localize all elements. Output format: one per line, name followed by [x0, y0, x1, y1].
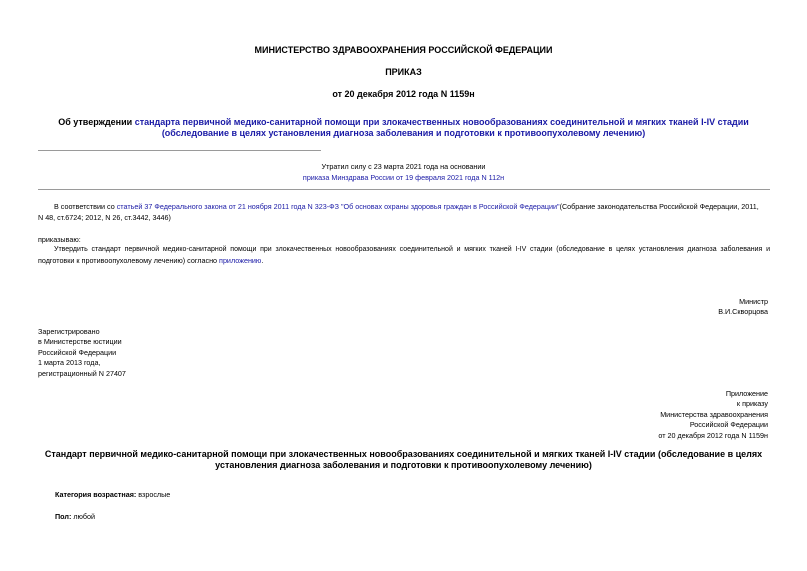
ministry-heading: МИНИСТЕРСТВО ЗДРАВООХРАНЕНИЯ РОССИЙСКОЙ ФЕДЕРАЦИИ — [254, 45, 553, 55]
appendix-reference-line: от 20 декабря 2012 года N 1159н — [658, 430, 768, 440]
age-category — [55, 490, 170, 500]
standard-link-line2[interactable]: (обследование в целях установления диагноза заболевания и подготовки к противоопухолевому лечению) — [161, 128, 646, 138]
registration-line: Зарегистрировано — [38, 327, 100, 336]
doc-date-number: от 20 декабря 2012 года N 1159н — [332, 89, 475, 99]
order-text-line2 — [38, 256, 770, 266]
doc-type-heading: ПРИКАЗ — [385, 67, 422, 77]
preamble-intro: В соответствии со — [54, 202, 117, 211]
preamble-paragraph — [38, 202, 770, 212]
standard-title-line2: установления диагноза заболевания и подготовки к противоопухолевому лечению) — [215, 460, 592, 470]
order-text-end: . — [261, 256, 264, 265]
signature-name: В.И.Скворцова — [718, 307, 768, 316]
law-title-link[interactable]: "Об основах охраны здоровья граждан в Российской Федерации" — [340, 202, 560, 211]
repeal-notice: Утратил силу с 23 марта 2021 года на основании — [321, 162, 486, 171]
standard-title — [20, 449, 787, 471]
appendix-reference-line: Министерства здравоохранения — [660, 409, 768, 419]
order-text-line1: Утвердить стандарт первичной медико-санитарной помощи при злокачественных новообразованиях соединительной и мягких тканей I-IV стадии (обследование в целях установления диагноза заболевания и — [54, 246, 770, 253]
standard-link-line1[interactable]: стандарта первичной медико-санитарной помощи при злокачественных новообразованиях соединительной и мягких тканей I-IV стадии — [134, 117, 749, 127]
sex-category — [55, 512, 95, 522]
full-divider — [38, 189, 770, 190]
sex-category-label: Пол: — [55, 512, 72, 521]
repeal-order-link[interactable]: приказа Минздрава России от 19 февраля 2021 года N 112н — [302, 173, 505, 182]
repeal-notice-link-line — [0, 173, 807, 183]
doc-title — [20, 117, 787, 139]
short-divider — [38, 150, 321, 151]
doc-title-prefix: Об утверждении — [58, 117, 135, 127]
order-command: приказываю: — [38, 235, 81, 244]
age-category-label: Категория возрастная: — [55, 490, 137, 499]
registration-block — [38, 327, 126, 379]
registration-line: в Министерстве юстиции — [38, 337, 122, 347]
preamble-source: (Собрание законодательства Российской Федерации, 2011, — [559, 202, 759, 211]
signature-position: Министр — [739, 297, 768, 306]
preamble-source-cont: N 48, ст.6724; 2012, N 26, ст.3442, 3446) — [38, 213, 171, 222]
registration-line: 1 марта 2013 года, — [38, 358, 101, 368]
sex-category-value: любой — [71, 512, 96, 521]
law-article-link[interactable]: статьей 37 Федерального закона от 21 ноября 2011 года N 323-ФЗ — [116, 202, 339, 211]
appendix-reference-line: к приказу — [736, 399, 768, 409]
appendix-link[interactable]: приложению — [219, 256, 262, 265]
appendix-reference-line: Российской Федерации — [689, 420, 768, 430]
age-category-value: взрослые — [136, 490, 171, 499]
appendix-reference-block — [560, 389, 768, 441]
standard-title-line1: Стандарт первичной медико-санитарной помощи при злокачественных новообразованиях соединительной и мягких тканей I-IV стадии (обследование в целях — [44, 449, 763, 459]
appendix-reference-line: Приложение — [725, 389, 768, 398]
registration-line: Российской Федерации — [38, 347, 117, 357]
order-text-cont: подготовки к противоопухолевому лечению) согласно — [38, 256, 220, 265]
registration-line: регистрационный N 27407 — [38, 368, 126, 378]
